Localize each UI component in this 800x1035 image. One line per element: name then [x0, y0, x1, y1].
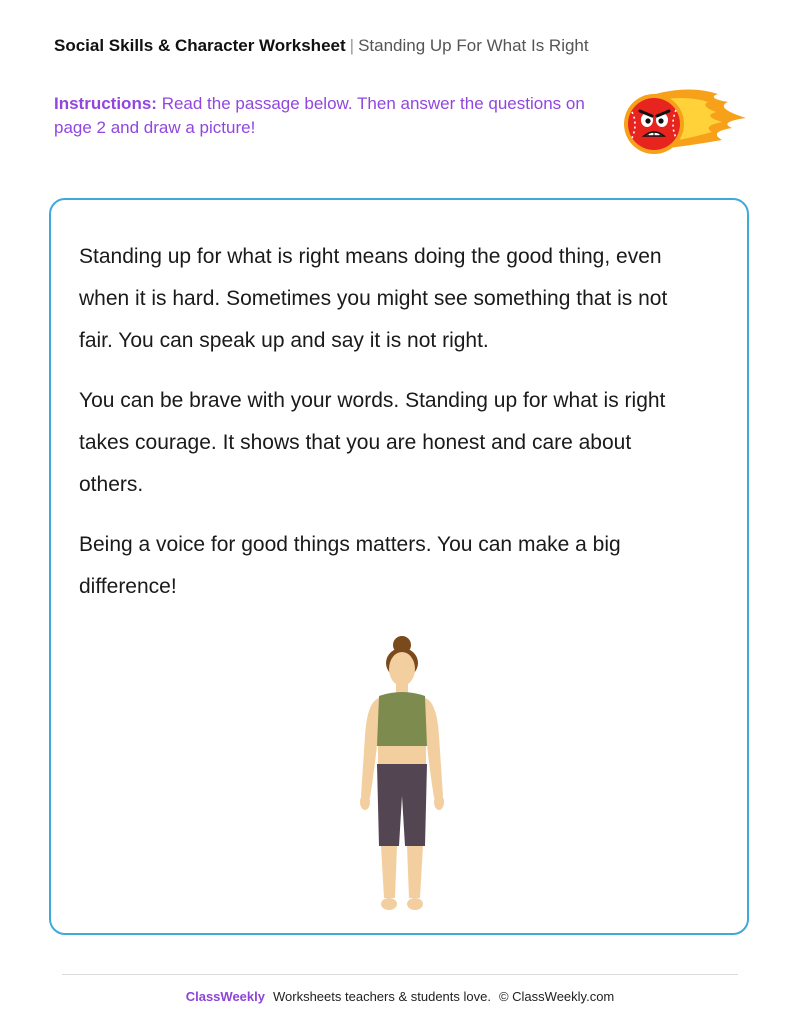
passage-box	[49, 198, 749, 935]
worksheet-subtitle: Standing Up For What Is Right	[358, 36, 589, 55]
footer-divider	[62, 974, 738, 975]
footer-copyright: © ClassWeekly.com	[498, 989, 615, 1004]
footer-tagline: Worksheets teachers & students love.	[272, 989, 491, 1004]
instructions	[54, 92, 614, 140]
passage-paragraph: Standing up for what is right means doing the good thing, even when it is hard. Sometimes you might see something that is not fair. You can speak up and say it is not right.	[79, 245, 668, 352]
angry-fireball-icon	[618, 84, 754, 160]
instructions-label: Instructions:	[54, 94, 157, 113]
header-separator: |	[349, 36, 355, 55]
worksheet-title: Social Skills & Character Worksheet	[54, 36, 346, 55]
worksheet-header	[54, 36, 589, 56]
standing-person-icon	[357, 636, 447, 918]
footer-brand[interactable]: ClassWeekly	[185, 989, 265, 1004]
reading-passage	[79, 236, 699, 626]
passage-paragraph: Being a voice for good things matters. You can make a big difference!	[79, 533, 621, 598]
passage-paragraph: You can be brave with your words. Standing up for what is right takes courage. It shows that you are honest and care about others.	[79, 389, 666, 496]
instructions-text: Read the passage below. Then answer the questions on page 2 and draw a picture!	[54, 94, 585, 137]
footer	[0, 989, 800, 1004]
